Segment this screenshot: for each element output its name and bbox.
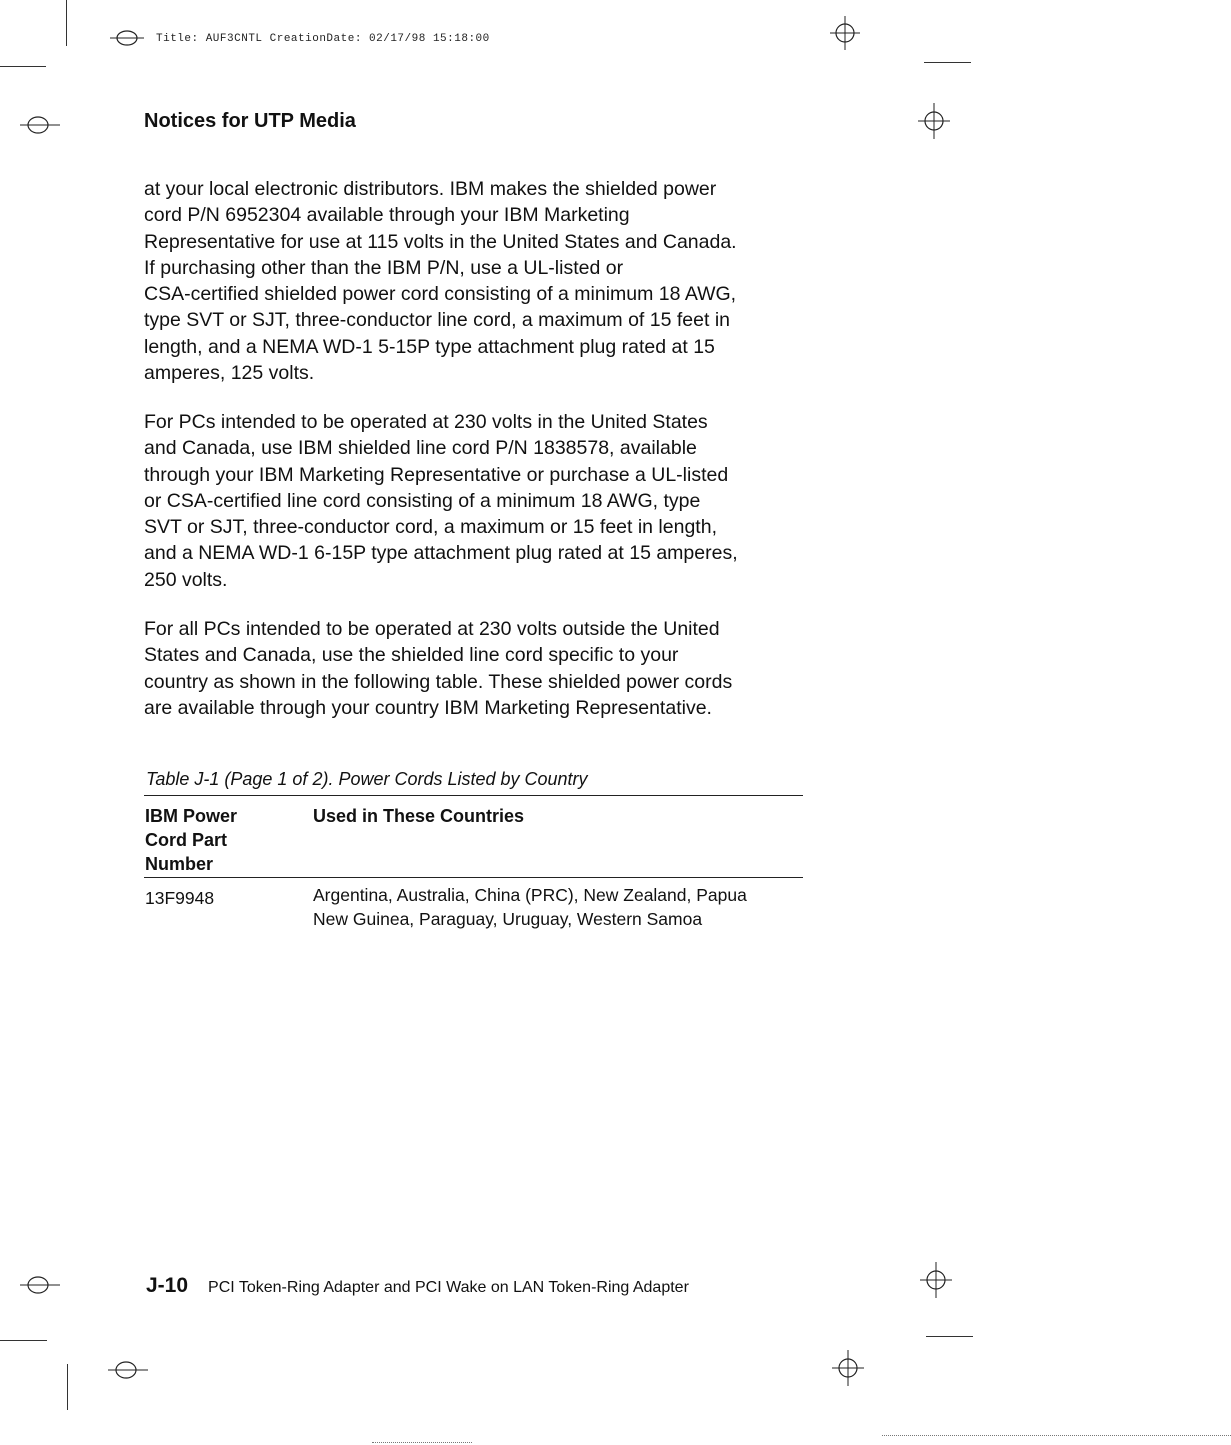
footer-book-title: PCI Token-Ring Adapter and PCI Wake on LAN Token-Ring Adapter [208, 1279, 689, 1296]
table-caption: Table J-1 (Page 1 of 2). Power Cords Listed by Country [146, 769, 588, 789]
registration-mark-icon [20, 113, 60, 137]
scan-dots-bottom-right [882, 1435, 1231, 1436]
text-line: If purchasing other than the IBM P/N, use a UL-listed or [144, 256, 624, 279]
table-header-countries [313, 804, 524, 828]
crop-mark-top-right-horizontal [924, 62, 971, 63]
registration-crosshair-icon [830, 1350, 866, 1386]
text-line: at your local electronic distributors. IBM makes the shielded power [144, 178, 717, 200]
crop-mark-bottom-right-horizontal [926, 1336, 973, 1337]
cell-line: Argentina, Australia, China (PRC), New Zealand, Papua [313, 885, 747, 905]
print-slug: Title: AUF3CNTL CreationDate: 02/17/98 15:18:00 [156, 33, 490, 45]
paragraph-1 [144, 176, 809, 386]
cell-text: 13F9948 [145, 888, 215, 908]
text-line: or CSA-certified line cord consisting of a minimum 18 AWG, type [144, 489, 701, 512]
table-cell-part-number [145, 886, 214, 910]
text-line: States and Canada, use the shielded line cord specific to your [144, 644, 679, 667]
crop-mark-top-left-horizontal [0, 66, 46, 67]
page-footer [146, 1274, 689, 1298]
text-line: and Canada, use IBM shielded line cord P/N 1838578, available [144, 437, 697, 460]
text-line: amperes, 125 volts. [144, 362, 315, 385]
text-line: For all PCs intended to be operated at 230 volts outside the United [144, 618, 720, 640]
header-line: IBM Power [145, 806, 238, 826]
registration-mark-icon [108, 1358, 148, 1382]
header-line: Number [145, 854, 214, 874]
header-line: Used in These Countries [313, 806, 525, 826]
registration-mark-icon [20, 1273, 60, 1297]
text-line: and a NEMA WD-1 6-15P type attachment plug rated at 15 amperes, [144, 542, 738, 565]
text-line: Representative for use at 115 volts in the United States and Canada. [144, 230, 737, 253]
crop-mark-bottom-left-horizontal [0, 1340, 47, 1341]
text-line: length, and a NEMA WD-1 5-15P type attachment plug rated at 15 [144, 335, 715, 358]
registration-crosshair-icon [918, 1262, 954, 1298]
text-line: through your IBM Marketing Representative or purchase a UL-listed [144, 463, 729, 486]
table-top-rule [144, 795, 803, 796]
table-cell-countries [313, 883, 747, 931]
page-number: J-10 [146, 1274, 189, 1297]
text-line: cord P/N 6952304 available through your IBM Marketing [144, 204, 630, 227]
text-line: 250 volts. [144, 568, 228, 591]
text-line: CSA-certified shielded power cord consisting of a minimum 18 AWG, [144, 283, 737, 306]
crop-mark-bottom-left-vertical [67, 1364, 68, 1410]
cell-line: New Guinea, Paraguay, Uruguay, Western Samoa [313, 909, 703, 929]
table-header-part-number [145, 804, 237, 876]
header-line: Cord Part [145, 830, 228, 850]
text-line: For PCs intended to be operated at 230 volts in the United States [144, 411, 708, 433]
registration-crosshair-icon [916, 103, 952, 139]
table-header-rule [144, 877, 803, 878]
text-line: SVT or SJT, three-conductor cord, a maximum or 15 feet in length, [144, 516, 717, 539]
scan-dots-bottom-center [372, 1442, 472, 1443]
page-header-title: Notices for UTP Media [144, 110, 356, 132]
crop-mark-top-left-vertical [66, 0, 67, 46]
text-line: country as shown in the following table. These shielded power cords [144, 670, 733, 693]
paragraph-3 [144, 616, 809, 721]
registration-crosshair-icon [828, 16, 862, 50]
text-line: are available through your country IBM Marketing Representative. [144, 696, 712, 719]
paragraph-2 [144, 409, 809, 593]
text-line: type SVT or SJT, three-conductor line cord, a maximum of 15 feet in [144, 309, 730, 332]
registration-mark-icon [110, 26, 144, 50]
